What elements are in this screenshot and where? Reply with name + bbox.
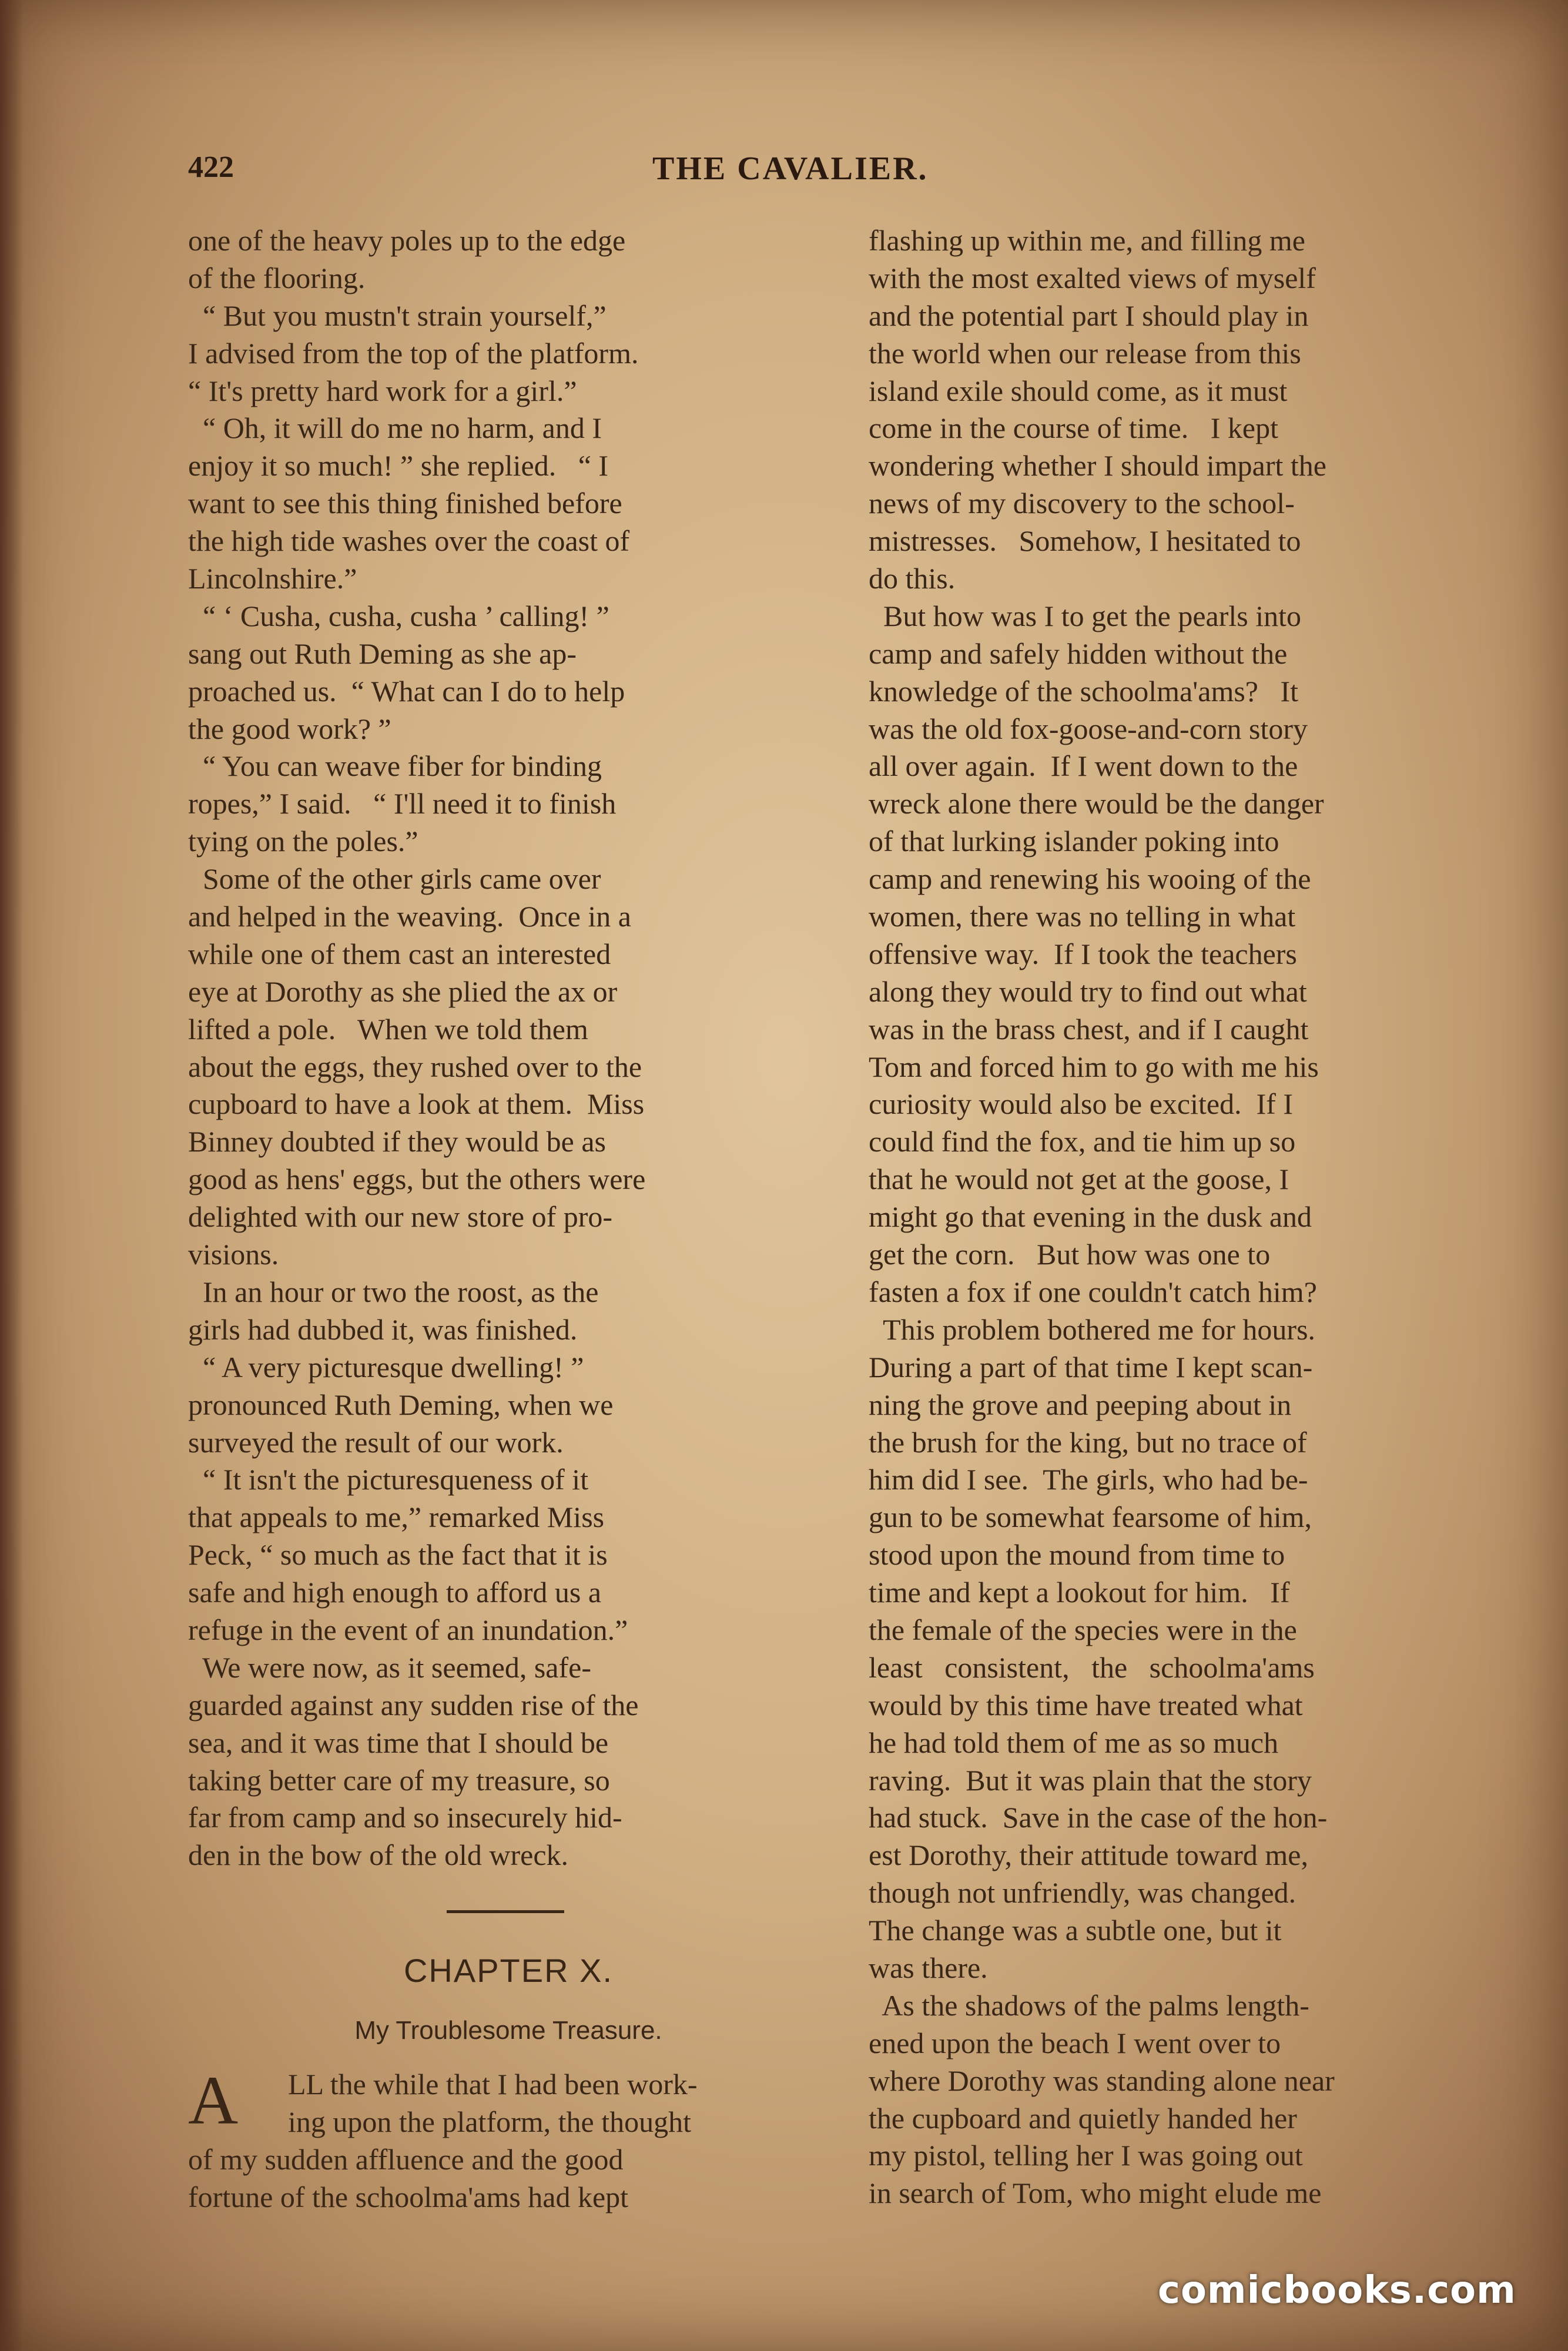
- text-line: was the old fox-goose-and-corn story: [869, 712, 1308, 745]
- text-line: good as hens' eggs, but the others were: [188, 1163, 646, 1196]
- text-line: along they would try to find out what: [869, 974, 1307, 1008]
- text-line: “ Oh, it will do me no harm, and I: [188, 411, 602, 445]
- text-line: mistresses. Somehow, I hesitated to: [869, 524, 1301, 558]
- text-line: wondering whether I should impart the: [869, 449, 1326, 483]
- text-line: “ A very picturesque dwelling! ”: [188, 1350, 584, 1384]
- text-line: lifted a pole. When we told them: [188, 1012, 588, 1046]
- text-line: of that lurking islander poking into: [869, 825, 1279, 858]
- text-line: though not unfriendly, was changed.: [869, 1876, 1296, 1910]
- text-line: wreck alone there would be the danger: [869, 787, 1324, 820]
- text-line: “ But you mustn't strain yourself,”: [188, 299, 607, 332]
- text-line: sang out Ruth Deming as she ap-: [188, 637, 577, 670]
- text-line: one of the heavy poles up to the edge: [188, 224, 626, 257]
- text-line: would by this time have treated what: [869, 1688, 1303, 1722]
- text-line: This problem bothered me for hours.: [869, 1312, 1316, 1346]
- text-line: The change was a subtle one, but it: [869, 1914, 1282, 1947]
- text-line: stood upon the mound from time to: [869, 1538, 1285, 1572]
- text-line: in search of Tom, who might elude me: [869, 2176, 1322, 2210]
- text-line: about the eggs, they rushed over to the: [188, 1050, 642, 1083]
- chapter-subtitle: My Troublesome Treasure.: [354, 2016, 662, 2045]
- text-line: my pistol, telling her I was going out: [869, 2139, 1303, 2172]
- watermark: comicbooks.com: [1158, 2269, 1516, 2312]
- text-line: enjoy it so much! ” she replied. “ I: [188, 449, 609, 483]
- text-line: want to see this thing finished before: [188, 487, 622, 520]
- text-line: taking better care of my treasure, so: [188, 1763, 610, 1797]
- text-line: Lincolnshire.”: [188, 562, 357, 595]
- running-title: THE CAVALIER.: [652, 150, 929, 187]
- text-line: the world when our release from this: [869, 336, 1301, 370]
- text-line: and the potential part I should play in: [869, 299, 1309, 332]
- text-line: In an hour or two the roost, as the: [188, 1275, 599, 1308]
- text-line: tying on the poles.”: [188, 825, 418, 858]
- text-line: During a part of that time I kept scan-: [869, 1350, 1313, 1384]
- page-number: 422: [188, 150, 234, 184]
- text-line: curiosity would also be excited. If I: [869, 1087, 1294, 1121]
- text-line: ropes,” I said. “ I'll need it to finish: [188, 787, 617, 820]
- text-line: time and kept a lookout for him. If: [869, 1576, 1290, 1609]
- text-line: do this.: [869, 562, 956, 595]
- text-line: den in the bow of the old wreck.: [188, 1838, 569, 1872]
- text-line: delighted with our new store of pro-: [188, 1200, 613, 1234]
- text-line: the female of the species were in the: [869, 1613, 1297, 1646]
- text-line: But how was I to get the pearls into: [869, 599, 1301, 632]
- text-line: might go that evening in the dusk and: [869, 1200, 1312, 1234]
- text-line: flashing up within me, and filling me: [869, 224, 1305, 257]
- text-line: “ You can weave fiber for binding: [188, 749, 602, 783]
- text-line: We were now, as it seemed, safe-: [188, 1650, 591, 1684]
- text-line: “ It isn't the picturesqueness of it: [188, 1463, 589, 1496]
- text-line: fasten a fox if one couldn't catch him?: [869, 1275, 1317, 1308]
- text-line: surveyed the result of our work.: [188, 1425, 564, 1459]
- text-line: far from camp and so insecurely hid-: [188, 1801, 622, 1834]
- text-line: could find the fox, and tie him up so: [869, 1125, 1296, 1158]
- text-line: island exile should come, as it must: [869, 374, 1288, 407]
- text-line: come in the course of time. I kept: [869, 411, 1278, 445]
- text-line: all over again. If I went down to the: [869, 749, 1298, 783]
- text-line: pronounced Ruth Deming, when we: [188, 1388, 614, 1421]
- text-line: that he would not get at the goose, I: [869, 1163, 1289, 1196]
- text-line: As the shadows of the palms length-: [869, 1988, 1309, 2022]
- right-column: [869, 222, 1527, 2212]
- text-line: “ It's pretty hard work for a girl.”: [188, 374, 577, 407]
- text-line: Binney doubted if they would be as: [188, 1125, 606, 1158]
- text-line: the brush for the king, but no trace of: [869, 1425, 1307, 1459]
- text-line: camp and safely hidden without the: [869, 637, 1288, 670]
- running-head: [188, 150, 1070, 197]
- text-line: news of my discovery to the school-: [869, 487, 1295, 520]
- chapter-line: ing upon the platform, the thought: [288, 2105, 692, 2138]
- text-line: where Dorothy was standing alone near: [869, 2064, 1335, 2097]
- chapter-line: of my sudden affluence and the good: [188, 2142, 624, 2176]
- chapter-line: fortune of the schoolma'ams had kept: [188, 2180, 629, 2213]
- text-line: refuge in the event of an inundation.”: [188, 1613, 628, 1646]
- text-line: with the most exalted views of myself: [869, 261, 1316, 294]
- text-line: while one of them cast an interested: [188, 937, 611, 970]
- text-line: raving. But it was plain that the story: [869, 1763, 1312, 1797]
- text-line: Tom and forced him to go with me his: [869, 1050, 1319, 1083]
- text-line: get the corn. But how was one to: [869, 1238, 1271, 1271]
- chapter-heading: CHAPTER X.: [403, 1952, 614, 1989]
- text-line: was in the brass chest, and if I caught: [869, 1012, 1309, 1046]
- chapter-opening-text: [188, 2062, 829, 2216]
- text-line: sea, and it was time that I should be: [188, 1726, 609, 1759]
- text-line: proached us. “ What can I do to help: [188, 674, 625, 708]
- text-line: I advised from the top of the platform.: [188, 336, 639, 370]
- text-line: the good work? ”: [188, 712, 391, 745]
- text-line: gun to be somewhat fearsome of him,: [869, 1501, 1312, 1534]
- chapter-divider-rule: [447, 1910, 564, 1913]
- text-line: of the flooring.: [188, 261, 366, 294]
- text-line: and helped in the weaving. Once in a: [188, 900, 631, 933]
- text-line: Some of the other girls came over: [188, 862, 601, 896]
- text-line: least consistent, the schoolma'ams: [869, 1650, 1315, 1684]
- text-line: “ ‘ Cusha, cusha, cusha ’ calling! ”: [188, 599, 609, 632]
- text-line: Peck, “ so much as the fact that it is: [188, 1538, 608, 1572]
- text-line: was there.: [869, 1951, 988, 1984]
- text-line: eye at Dorothy as she plied the ax or: [188, 974, 618, 1008]
- text-line: had stuck. Save in the case of the hon-: [869, 1801, 1328, 1834]
- text-line: est Dorothy, their attitude toward me,: [869, 1838, 1308, 1872]
- text-line: ning the grove and peeping about in: [869, 1388, 1292, 1421]
- text-line: the cupboard and quietly handed her: [869, 2101, 1297, 2135]
- text-line: visions.: [188, 1238, 279, 1271]
- text-line: he had told them of me as so much: [869, 1726, 1279, 1759]
- text-line: that appeals to me,” remarked Miss: [188, 1501, 605, 1534]
- text-line: safe and high enough to afford us a: [188, 1576, 602, 1609]
- chapter-line: LL the while that I had been work-: [288, 2068, 698, 2101]
- page-edge-shadow: [0, 0, 24, 2351]
- text-line: girls had dubbed it, was finished.: [188, 1312, 578, 1346]
- text-line: him did I see. The girls, who had be-: [869, 1463, 1308, 1496]
- text-line: guarded against any sudden rise of the: [188, 1688, 639, 1722]
- text-line: ened upon the beach I went over to: [869, 2026, 1281, 2059]
- text-line: cupboard to have a look at them. Miss: [188, 1087, 645, 1121]
- text-line: knowledge of the schoolma'ams? It: [869, 674, 1299, 708]
- text-line: camp and renewing his wooing of the: [869, 862, 1311, 896]
- drop-cap: A: [188, 2062, 239, 2139]
- left-column: [188, 222, 829, 1874]
- text-line: offensive way. If I took the teachers: [869, 937, 1297, 970]
- text-line: women, there was no telling in what: [869, 900, 1296, 933]
- text-line: the high tide washes over the coast of: [188, 524, 630, 558]
